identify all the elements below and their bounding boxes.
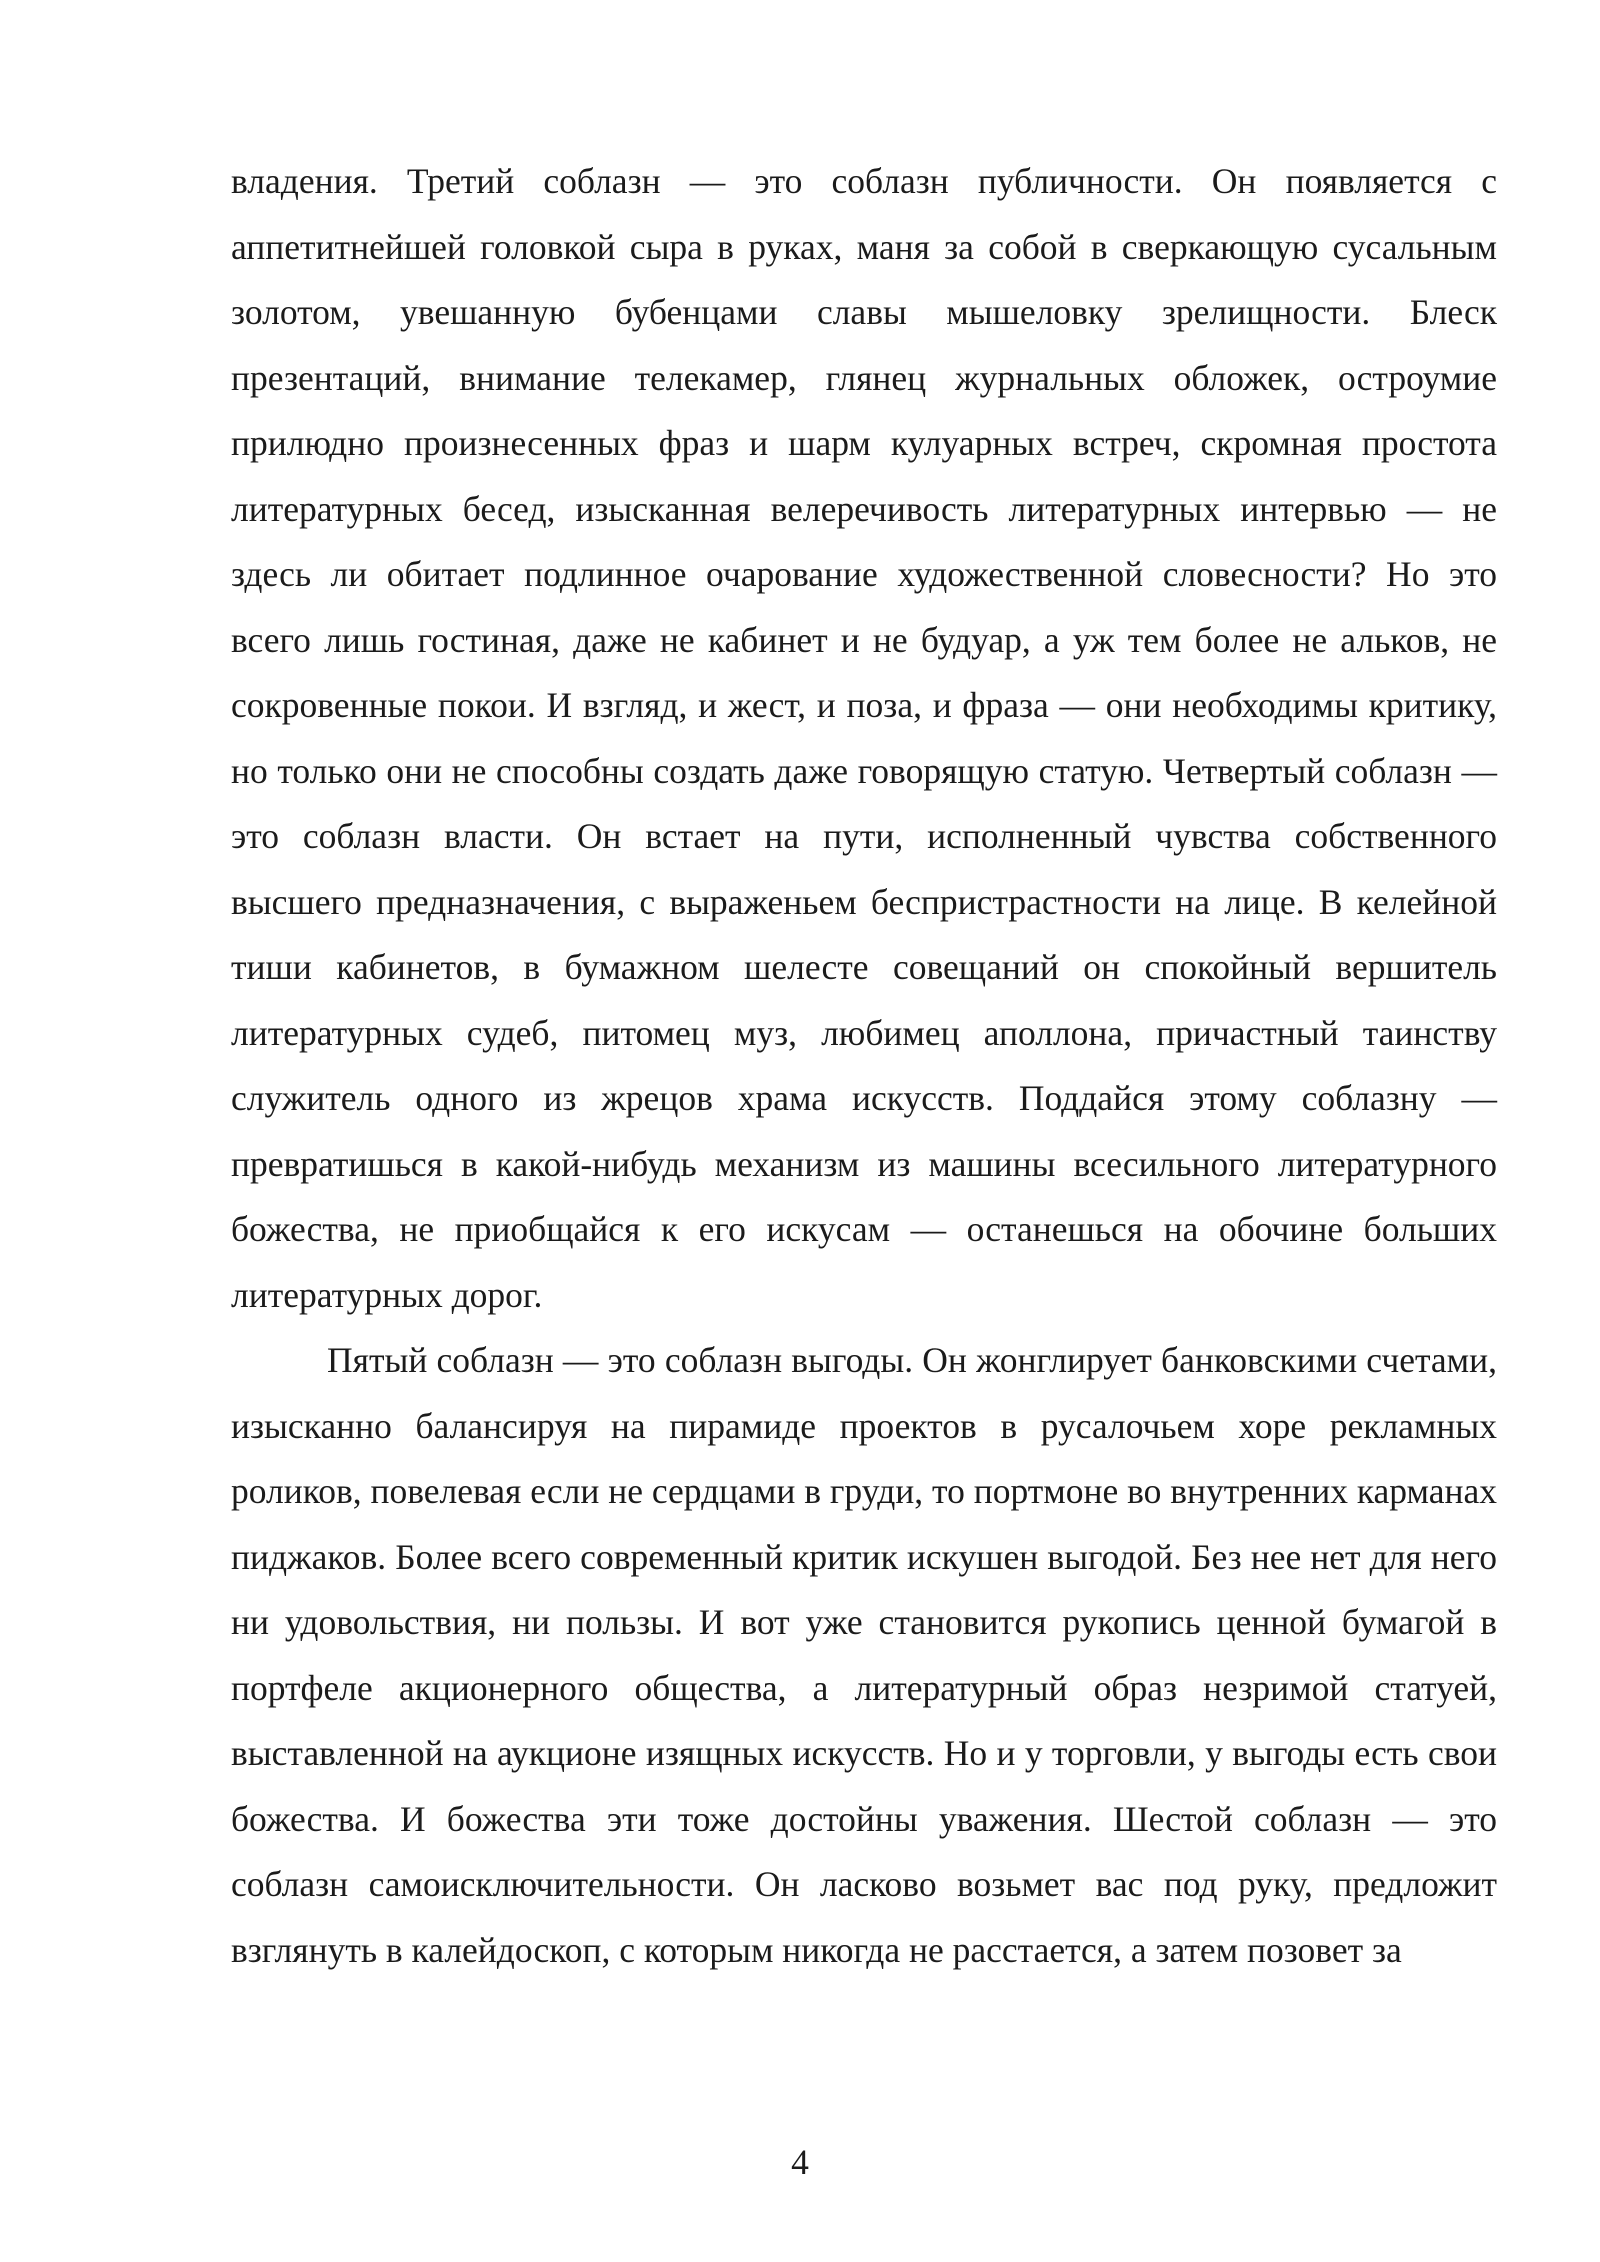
- body-text: [231, 149, 1497, 1983]
- paragraph-fifth-temptation: Пятый соблазн — это соблазн выгоды. Он жонглирует банковскими счетами, изысканно балансируя на пирамиде проектов в русалочьем хоре рекламных роликов, повелевая если не сердцами в груди, то портмоне во внутренних карманах пиджаков. Более всего современный критик искушен выгодой. Без нее нет для него ни удовольствия, ни пользы. И вот уже становится рукопись ценной бумагой в портфеле акционерного общества, а литературный образ незримой статуей, выставленной на аукционе изящных искусств. Но и у торговли, у выгоды есть свои божества. И божества эти тоже достойны уважения. Шестой соблазн — это соблазн самоисключительности. Он ласково возьмет вас под руку, предложит взглянуть в калейдоскоп, с которым никогда не расстается, а затем позовет за: [231, 1340, 1497, 1970]
- page-number: 4: [791, 2142, 809, 2182]
- paragraph-continuation: владения. Третий соблазн — это соблазн публичности. Он появляется с аппетитнейшей головкой сыра в руках, маня за собой в сверкающую сусальным золотом, увешанную бубенцами славы мышеловку зрелищности. Блеск презентаций, внимание телекамер, глянец журнальных обложек, остроумие прилюдно произнесенных фраз и шарм кулуарных встреч, скромная простота литературных бесед, изысканная велеречивость литературных интервью — не здесь ли обитает подлинное очарование художественной словесности? Но это всего лишь гостиная, даже не кабинет и не будуар, а уж тем более не альков, не сокровенные покои. И взгляд, и жест, и поза, и фраза — они необходимы критику, но только они не способны создать даже говорящую статую. Четвертый соблазн — это соблазн власти. Он встает на пути, исполненный чувства собственного высшего предназначения, с выраженьем беспристрастности на лице. В келейной тиши кабинетов, в бумажном шелесте совещаний он спокойный вершитель литературных судеб, питомец муз, любимец аполлона, причастный таинству служитель одного из жрецов храма искусств. Поддайся этому соблазну — превратишься в какой-нибудь механизм из машины всесильного литературного божества, не приобщайся к его искусам — останешься на обочине больших литературных дорог.: [231, 161, 1497, 1315]
